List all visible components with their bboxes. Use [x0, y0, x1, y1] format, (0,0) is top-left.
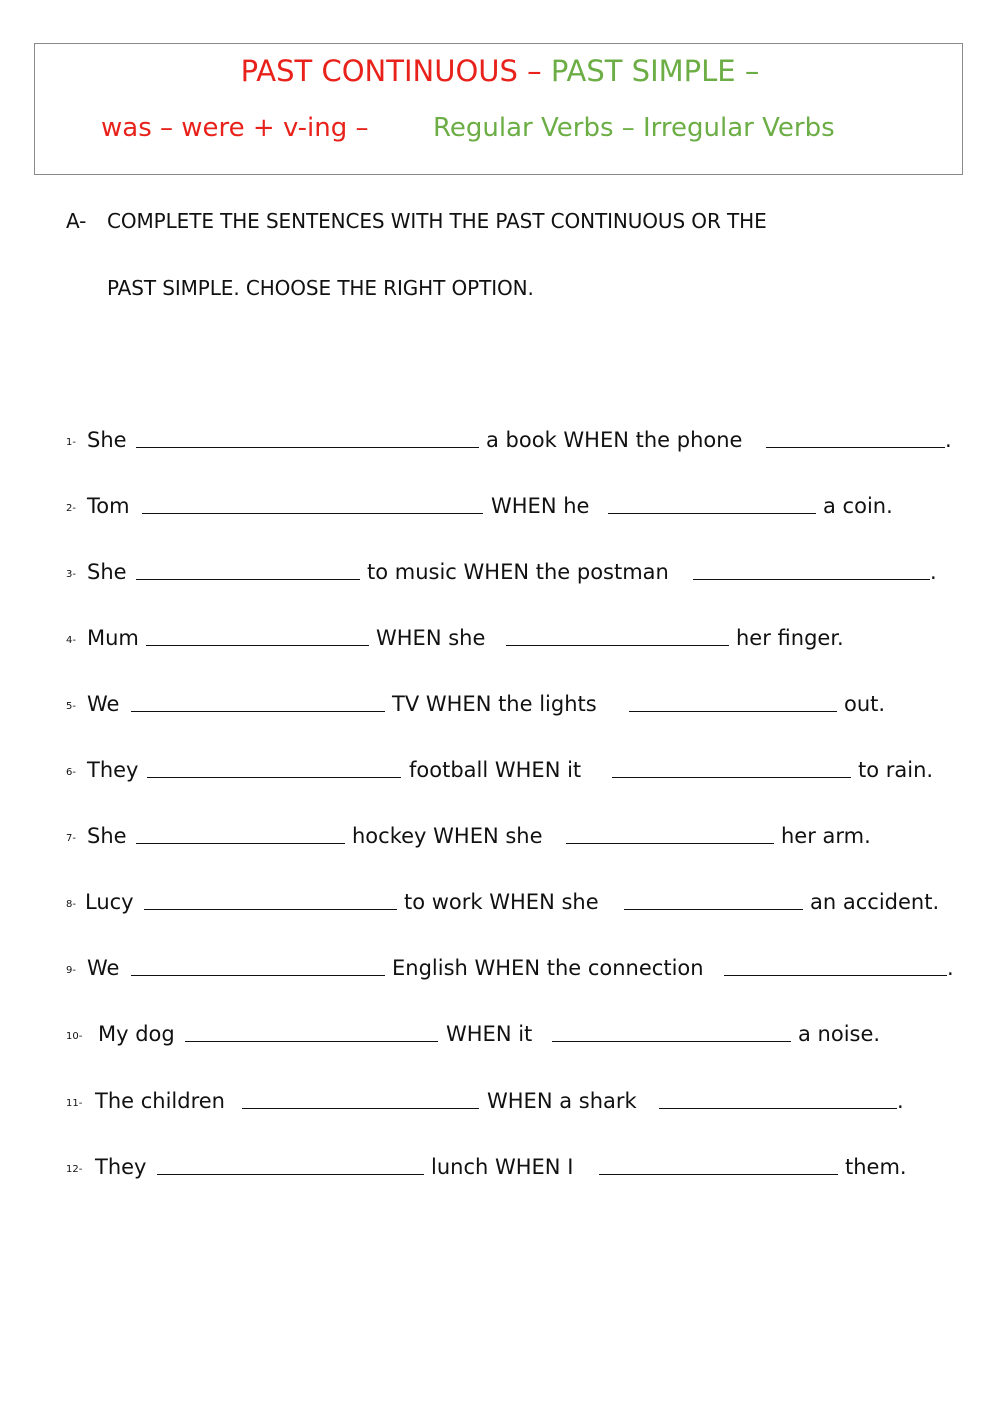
exercise-number: 1-	[66, 437, 76, 448]
exercise-middle: English WHEN the connection	[392, 956, 704, 980]
exercise-row	[0, 689, 1000, 719]
answer-blank-1[interactable]	[185, 1041, 438, 1042]
exercise-row	[0, 887, 1000, 917]
exercise-subject: Tom	[87, 494, 130, 518]
exercise-number: 12-	[66, 1164, 83, 1175]
answer-blank-1[interactable]	[146, 645, 369, 646]
instruction-line-1: COMPLETE THE SENTENCES WITH THE PAST CONTINUOUS OR THE	[107, 209, 767, 233]
answer-blank-2[interactable]	[766, 447, 945, 448]
exercise-number: 7-	[66, 833, 76, 844]
exercise-subject: They	[95, 1155, 147, 1179]
exercise-row	[0, 755, 1000, 785]
exercise-subject: The children	[95, 1089, 225, 1113]
answer-blank-1[interactable]	[144, 909, 397, 910]
worksheet-title	[0, 54, 1000, 88]
exercise-number: 3-	[66, 569, 76, 580]
answer-blank-2[interactable]	[659, 1108, 897, 1109]
answer-blank-1[interactable]	[136, 843, 345, 844]
exercise-row	[0, 1086, 1000, 1116]
answer-blank-2[interactable]	[629, 711, 837, 712]
exercise-number: 4-	[66, 635, 76, 646]
exercise-subject: Lucy	[85, 890, 134, 914]
subtitle-regular-irregular: Regular Verbs – Irregular Verbs	[433, 113, 835, 143]
answer-blank-1[interactable]	[136, 579, 360, 580]
exercise-number: 8-	[66, 899, 76, 910]
answer-blank-2[interactable]	[608, 513, 816, 514]
answer-blank-2[interactable]	[566, 843, 774, 844]
exercise-number: 9-	[66, 965, 76, 976]
answer-blank-2[interactable]	[552, 1041, 791, 1042]
exercise-row	[0, 821, 1000, 851]
exercise-end: .	[945, 428, 952, 452]
answer-blank-2[interactable]	[599, 1174, 838, 1175]
exercise-number: 5-	[66, 701, 76, 712]
exercise-row	[0, 1152, 1000, 1182]
answer-blank-1[interactable]	[142, 513, 483, 514]
answer-blank-1[interactable]	[131, 711, 385, 712]
answer-blank-1[interactable]	[242, 1108, 479, 1109]
title-past-simple: PAST SIMPLE –	[550, 54, 760, 88]
exercise-middle: WHEN she	[376, 626, 486, 650]
exercise-subject: She	[87, 824, 127, 848]
exercise-subject: She	[87, 560, 127, 584]
exercise-subject: Mum	[87, 626, 139, 650]
answer-blank-1[interactable]	[131, 975, 385, 976]
answer-blank-1[interactable]	[157, 1174, 424, 1175]
exercise-end: them.	[845, 1155, 907, 1179]
exercise-subject: She	[87, 428, 127, 452]
exercise-end: out.	[844, 692, 886, 716]
answer-blank-1[interactable]	[147, 777, 401, 778]
exercise-middle: WHEN he	[491, 494, 590, 518]
exercise-end: a noise.	[798, 1022, 881, 1046]
exercise-row	[0, 953, 1000, 983]
exercise-middle: lunch WHEN I	[431, 1155, 574, 1179]
exercise-number: 6-	[66, 767, 76, 778]
exercise-row	[0, 1019, 1000, 1049]
exercise-end: .	[930, 560, 937, 584]
exercise-end: .	[947, 956, 954, 980]
exercise-middle: football WHEN it	[409, 758, 582, 782]
exercise-middle: to work WHEN she	[404, 890, 599, 914]
exercise-middle: WHEN a shark	[487, 1089, 637, 1113]
answer-blank-2[interactable]	[506, 645, 729, 646]
title-past-continuous: PAST CONTINUOUS –	[240, 54, 551, 88]
exercise-row	[0, 491, 1000, 521]
exercise-subject: They	[87, 758, 139, 782]
answer-blank-2[interactable]	[724, 975, 947, 976]
exercise-end: her finger.	[736, 626, 844, 650]
answer-blank-2[interactable]	[612, 777, 851, 778]
exercise-middle: hockey WHEN she	[352, 824, 543, 848]
exercise-row	[0, 425, 1000, 455]
exercise-number: 10-	[66, 1031, 83, 1042]
exercise-middle: a book WHEN the phone	[486, 428, 743, 452]
instruction-label: A-	[66, 209, 87, 233]
exercise-end: her arm.	[781, 824, 871, 848]
exercise-end: an accident.	[810, 890, 940, 914]
exercise-row	[0, 557, 1000, 587]
exercise-subject: We	[87, 956, 120, 980]
exercise-number: 11-	[66, 1098, 83, 1109]
exercise-subject: We	[87, 692, 120, 716]
exercise-end: a coin.	[823, 494, 893, 518]
instruction-line-2: PAST SIMPLE. CHOOSE THE RIGHT OPTION.	[107, 276, 534, 300]
answer-blank-2[interactable]	[693, 579, 930, 580]
exercise-middle: WHEN it	[446, 1022, 533, 1046]
exercise-subject: My dog	[98, 1022, 175, 1046]
exercise-end: .	[897, 1089, 904, 1113]
subtitle-was-were: was – were + v-ing –	[101, 113, 369, 143]
exercise-middle: to music WHEN the postman	[367, 560, 669, 584]
answer-blank-1[interactable]	[136, 447, 479, 448]
exercise-middle: TV WHEN the lights	[392, 692, 597, 716]
exercise-row	[0, 623, 1000, 653]
exercise-end: to rain.	[858, 758, 934, 782]
answer-blank-2[interactable]	[624, 909, 803, 910]
exercise-number: 2-	[66, 503, 76, 514]
